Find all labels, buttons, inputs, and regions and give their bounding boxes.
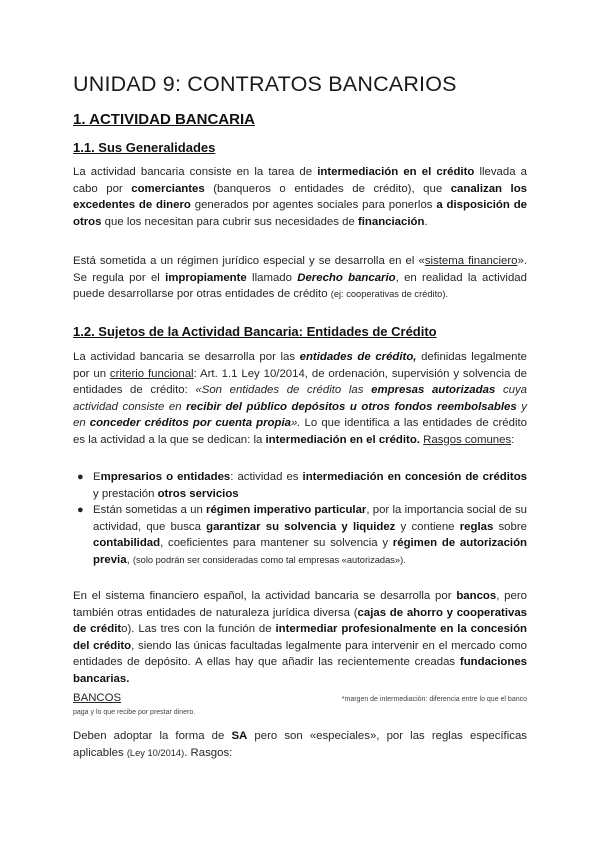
bullet-icon: ●: [77, 471, 84, 483]
list-item: ● Empresarios o entidades: actividad es intermediación en concesión de créditos y prestación otros servicios: [77, 471, 527, 500]
paragraph-regimen-juridico: Está sometida a un régimen jurídico especial y se desarrolla en el «sistema financiero». Se regula por el impropiamente llamado Derecho bancario, en realidad la actividad puede desarrollarse por otras entidades de crédito (ej: cooperativas de crédito).: [73, 255, 527, 300]
subsection-heading-generalidades: 1.1. Sus Generalidades: [73, 140, 216, 155]
bancos-label: BANCOS: [73, 692, 122, 704]
paragraph-sistema-financiero: En el sistema financiero español, la actividad bancaria se desarrolla por bancos, pero también otras entidades de naturaleza jurídica diversa (cajas de ahorro y cooperativas de crédito). Las tres con la función de intermediar profesionalmente en la concesión del crédito, siendo las únicas facultadas legalmente para intervenir en el mercado como entidades de depósito. A ellas hay que añadir las recientemente creadas fundaciones bancarias.: [73, 590, 527, 685]
paragraph-forma-sa: Deben adoptar la forma de SA pero son «especiales», por las reglas específicas aplicables (Ley 10/2014). Rasgos:: [73, 730, 527, 759]
paragraph-generalidades: La actividad bancaria consiste en la tarea de intermediación en el crédito llevada a cabo por comerciantes (banqueros o entidades de crédito), que canalizan los excedentes de dinero generados por agentes sociales para ponerlos a disposición de otros que los necesitan para cubrir sus necesidades de financiación.: [73, 166, 528, 228]
section-heading-actividad-bancaria: 1. ACTIVIDAD BANCARIA: [73, 111, 255, 128]
paragraph-entidades-credito: La actividad bancaria se desarrolla por las entidades de crédito, definidas legalmente por un criterio funcional: Art. 1.1 Ley 10/2014, de ordenación, supervisión y solvencia de entidades de crédito: «Son entidades de crédito las empresas autorizadas cuya actividad consiste en recibir del público depósitos u otros fondos reembolsables y en conceder créditos por cuenta propia». Lo que identifica a las entidades de crédito es la actividad a la que se dedican: la intermediación en el crédito. Rasgos comunes:: [73, 351, 528, 446]
rasgos-comunes-list: [73, 469, 527, 568]
margin-note: *margen de intermediación: diferencia entre lo que el banco: [341, 696, 527, 703]
page-title: UNIDAD 9: CONTRATOS BANCARIOS: [73, 72, 457, 96]
margin-note-continuation: paga y lo que recibe por prestar dinero.: [73, 709, 196, 716]
subsection-heading-sujetos: 1.2. Sujetos de la Actividad Bancaria: Entidades de Crédito: [73, 324, 437, 339]
list-item: ● Están sometidas a un régimen imperativo particular, por la importancia social de su actividad, que busca garantizar su solvencia y liquidez y contiene reglas sobre contabilidad, coeficientes para mantener su solvencia y régimen de autorización previa, (solo podrán ser consideradas como tal empresas «autorizadas»).: [77, 504, 527, 566]
bullet-icon: ●: [77, 504, 84, 516]
